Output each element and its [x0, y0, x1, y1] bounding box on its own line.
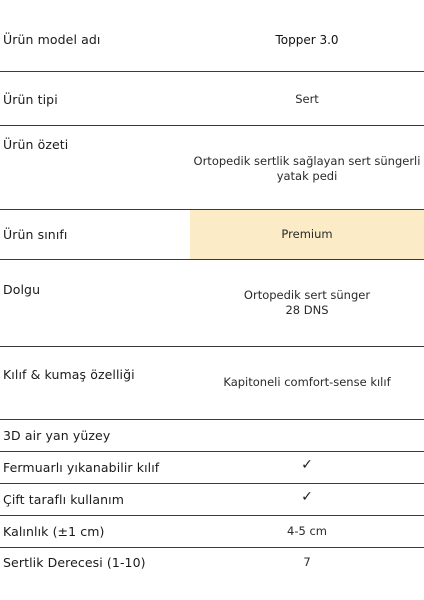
spec-value: [190, 227, 424, 242]
spec-row-3d-air-side: [0, 420, 424, 452]
spec-label: Dolgu: [3, 282, 41, 297]
spec-value: [190, 33, 424, 48]
spec-value-line: 7: [303, 555, 311, 569]
spec-row-cover-fabric: [0, 347, 424, 420]
spec-value: [190, 288, 424, 318]
spec-value-line: Ortopedik sertlik sağlayan sert süngerli: [193, 154, 421, 168]
spec-value-line: Sert: [295, 92, 319, 106]
check-icon: ✓: [301, 489, 313, 505]
spec-value-line: 28 DNS: [285, 303, 329, 317]
spec-label: Çift taraflı kullanım: [3, 492, 124, 507]
spec-label: Sertlik Derecesi (1-10): [3, 555, 146, 570]
spec-value-line: Kapitoneli comfort-sense kılıf: [223, 375, 391, 389]
spec-value: [190, 92, 424, 107]
spec-label: Ürün sınıfı: [3, 227, 68, 242]
spec-value: [190, 555, 424, 570]
spec-value-line: yatak pedi: [276, 169, 338, 183]
spec-row-zipper-cover: [0, 452, 424, 484]
spec-label: 3D air yan yüzey: [3, 428, 111, 443]
spec-value-line: Premium: [281, 227, 333, 241]
check-icon: ✓: [301, 457, 313, 473]
spec-row-model-name: [0, 0, 424, 72]
spec-label: Ürün tipi: [3, 92, 58, 107]
spec-value: [190, 524, 424, 539]
spec-row-firmness: [0, 548, 424, 580]
spec-value: [190, 154, 424, 184]
spec-label: Ürün model adı: [3, 32, 101, 47]
spec-value-line: Topper 3.0: [275, 33, 339, 47]
spec-label: Fermuarlı yıkanabilir kılıf: [3, 460, 160, 475]
spec-row-product-class: [0, 210, 424, 260]
spec-label: Kalınlık (±1 cm): [3, 524, 105, 539]
spec-row-thickness: [0, 516, 424, 548]
spec-row-product-type: [0, 72, 424, 126]
spec-row-filling: [0, 260, 424, 347]
spec-label: Kılıf & kumaş özelliği: [3, 367, 135, 382]
spec-label: Ürün özeti: [3, 137, 69, 152]
spec-value: [190, 375, 424, 390]
spec-row-product-summary: [0, 126, 424, 210]
spec-row-double-sided: [0, 484, 424, 516]
spec-value-line: Ortopedik sert sünger: [243, 288, 371, 302]
spec-value-line: 4-5 cm: [287, 524, 327, 538]
